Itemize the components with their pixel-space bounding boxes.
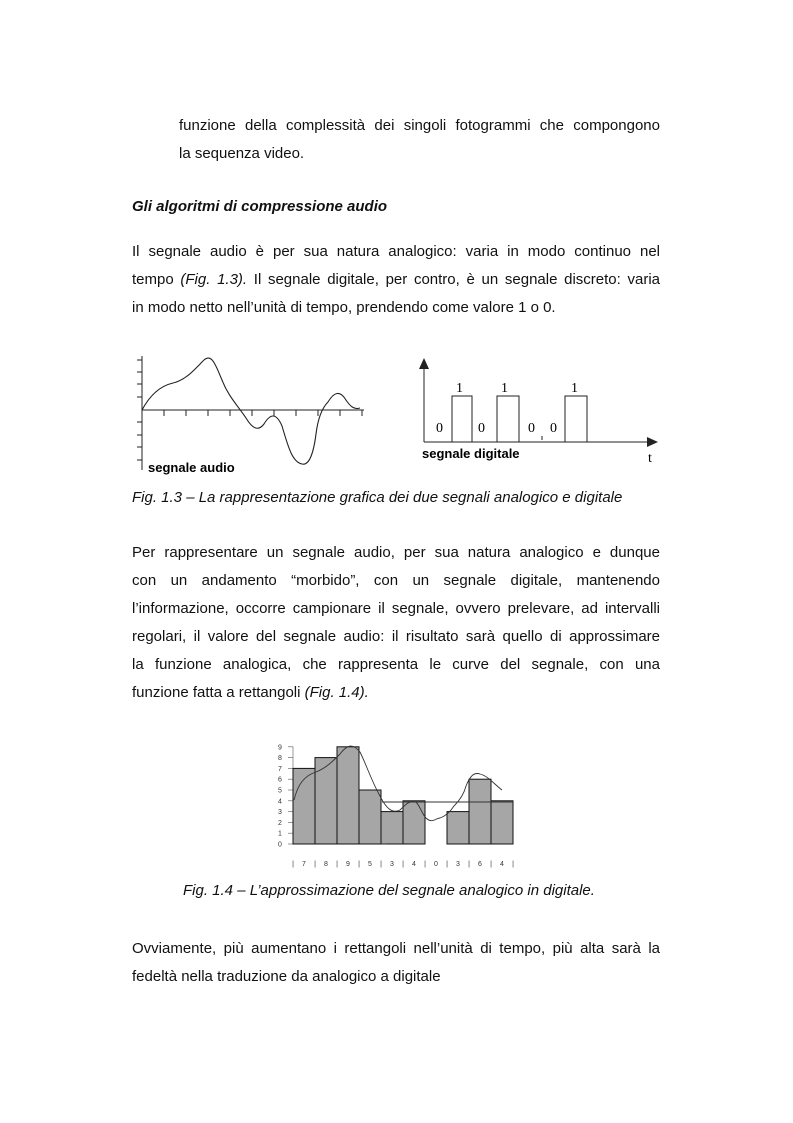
para3-line-2: fedeltà nella traduzione da analogico a digitale	[132, 968, 441, 985]
analog-curve	[142, 358, 360, 464]
sample-bar	[469, 779, 491, 844]
para1-line-2	[132, 266, 660, 294]
pulse-2	[497, 396, 519, 442]
bit-6: 0	[550, 421, 557, 436]
bit-5: 0	[528, 421, 535, 436]
para2-line-4: regolari, il valore del segnale audio: il risultato sarà quello di approssimare	[132, 628, 660, 645]
sample-bar	[403, 801, 425, 844]
sample-bar	[491, 801, 513, 844]
y-tick-label: 0	[278, 841, 282, 849]
pulse-3	[565, 396, 587, 442]
bit-4: 1	[501, 381, 508, 396]
fig13-caption: Fig. 1.3 – La rappresentazione grafica dei due segnali analogico e digitale	[132, 489, 623, 506]
y-tick-label: 5	[278, 787, 282, 795]
para3-line-1: Ovviamente, più aumentano i rettangoli nell’unità di tempo, più alta sarà la	[132, 940, 660, 957]
pulse-1	[452, 396, 472, 442]
sample-separator: |	[314, 861, 316, 868]
intro-line-1: funzione della complessità dei singoli fotogrammi che compongono	[179, 117, 660, 134]
para2-line-6	[132, 679, 369, 707]
sample-separator: |	[380, 861, 382, 868]
sample-separator: |	[336, 861, 338, 868]
fig13-ref: (Fig. 1.3).	[180, 271, 248, 288]
sample-value-label: 6	[478, 861, 482, 868]
sample-bar	[381, 812, 403, 844]
y-tick-label: 4	[278, 798, 282, 806]
sample-value-label: 8	[324, 861, 328, 868]
bit-1: 0	[436, 421, 443, 436]
sample-bar	[447, 812, 469, 844]
sample-separator: |	[490, 861, 492, 868]
sample-value-label: 3	[456, 861, 460, 868]
sample-separator: |	[292, 861, 294, 868]
digital-x-arrow	[647, 437, 658, 447]
para1-line-3: in modo netto nell’unità di tempo, prendendo come valore 1 o 0.	[132, 299, 556, 316]
digital-signal-figure	[416, 354, 666, 469]
y-tick-label: 1	[278, 830, 282, 838]
sample-bar	[359, 790, 381, 844]
para2-line-2: con un andamento “morbido”, con un segnale digitale, mantenendo	[132, 572, 660, 589]
para1-l2-b: Il segnale digitale, per contro, è un segnale discreto: varia	[247, 271, 661, 288]
sample-separator: |	[424, 861, 426, 868]
intro-line-2: la sequenza video.	[179, 145, 305, 162]
y-tick-label: 9	[278, 744, 282, 752]
para1-line-1: Il segnale audio è per sua natura analogico: varia in modo continuo nel	[132, 243, 660, 260]
bit-2: 1	[456, 381, 463, 396]
analog-signal-figure	[128, 350, 378, 480]
digital-label: segnale digitale	[422, 446, 520, 461]
sample-bar	[337, 747, 359, 844]
sample-value-label: 9	[346, 861, 350, 868]
fig14-ref: (Fig. 1.4).	[304, 684, 369, 701]
para2-line-3: l’informazione, occorre campionare il segnale, ovvero prelevare, ad intervalli	[132, 600, 660, 617]
sample-separator: |	[358, 861, 360, 868]
para2-l6-a: funzione fatta a rettangoli	[132, 684, 305, 701]
sampling-chart	[276, 738, 536, 873]
y-tick-label: 2	[278, 819, 282, 827]
para1-l2-a: tempo	[132, 271, 181, 288]
bit-7: 1	[571, 381, 578, 396]
t-axis-label: t	[648, 451, 652, 466]
sample-value-label: 3	[390, 861, 394, 868]
fig14-caption: Fig. 1.4 – L’approssimazione del segnale analogico in digitale.	[183, 882, 595, 899]
sample-separator: |	[446, 861, 448, 868]
sample-value-label: 0	[434, 861, 438, 868]
sample-value-label: 4	[500, 861, 504, 868]
para2-line-1: Per rappresentare un segnale audio, per sua natura analogico e dunque	[132, 544, 660, 561]
sample-value-label: 4	[412, 861, 416, 868]
y-tick-label: 7	[278, 765, 282, 773]
section-heading: Gli algoritmi di compressione audio	[132, 198, 388, 215]
y-tick-label: 6	[278, 776, 282, 784]
analog-label: segnale audio	[148, 460, 235, 475]
y-tick-label: 8	[278, 755, 282, 763]
sample-separator: |	[512, 861, 514, 868]
bit-3: 0	[478, 421, 485, 436]
y-tick-label: 3	[278, 809, 282, 817]
sample-value-label: 7	[302, 861, 306, 868]
digital-y-arrow	[419, 358, 429, 369]
sample-value-label: 5	[368, 861, 372, 868]
sample-separator: |	[402, 861, 404, 868]
sample-separator: |	[468, 861, 470, 868]
para2-line-5: la funzione analogica, che rappresenta le curve del segnale, con una	[132, 656, 660, 673]
